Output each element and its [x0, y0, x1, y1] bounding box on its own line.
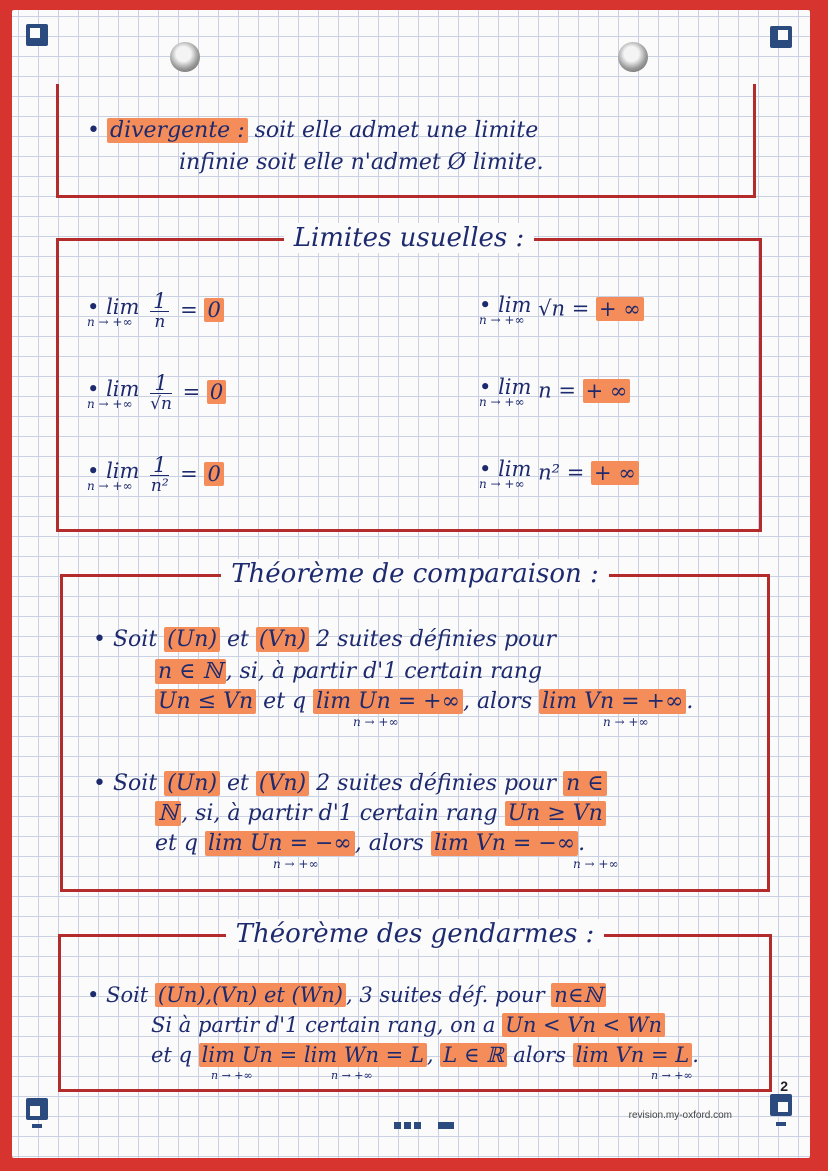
- usual-limits-title: Limites usuelles :: [59, 223, 759, 253]
- limit-left-3: • lim n → +∞ $\frac{1}{\text{n²}}$ = 0: [87, 455, 224, 496]
- comparison-p1-sub2: n → +∞: [603, 715, 649, 729]
- limit-left-1: • lim n → +∞ $\frac{1}{n}$ = 0: [87, 291, 224, 332]
- limit-right-1: • lim n → +∞ √n = + ∞: [479, 293, 644, 327]
- comparison-theorem-title: Théorème de comparaison :: [63, 559, 767, 589]
- comparison-p1-sub1: n → +∞: [353, 715, 399, 729]
- limit-left-2: • lim n → +∞ $\frac{1}{√n}$ = 0: [87, 373, 226, 414]
- bullet: •: [87, 118, 107, 143]
- squeeze-sub2: n → +∞: [331, 1069, 373, 1082]
- text: infinie soit elle n'admet Ø limite.: [179, 150, 544, 175]
- comparison-p2-line1: • Soit (Un) et (Vn) 2 suites définies pour n ∈: [93, 771, 607, 796]
- comparison-p2-line2: ℕ , si, à partir d'1 certain rang Un ≥ Vn: [155, 801, 606, 826]
- squeeze-line2: Si à partir d'1 certain rang, on a Un < Vn < Wn: [151, 1013, 665, 1037]
- comparison-theorem-box: [60, 559, 770, 892]
- divergence-line-1: [87, 118, 538, 143]
- highlight-divergente: divergente :: [107, 118, 248, 143]
- corner-tick-icon: [32, 1124, 42, 1128]
- limit-right-2: • lim n → +∞ n = + ∞: [479, 375, 630, 409]
- comparison-p1-line3: Un ≤ Vn et q lim Un = +∞ , alors lim Vn = +∞ .: [155, 689, 693, 714]
- corner-tick-icon: [776, 1122, 786, 1126]
- notebook-page: [12, 10, 810, 1158]
- text: soit elle admet une limite: [247, 118, 539, 143]
- squeeze-sub3: n → +∞: [651, 1069, 693, 1082]
- page-number: 2: [780, 1078, 788, 1094]
- squeeze-sub1: n → +∞: [211, 1069, 253, 1082]
- comparison-p2-sub1: n → +∞: [273, 857, 319, 871]
- corner-marker-icon: [26, 24, 48, 46]
- usual-limits-box: [56, 223, 762, 532]
- footer-url: revision.my-oxford.com: [628, 1110, 732, 1121]
- corner-marker-icon: [26, 1098, 48, 1120]
- corner-marker-icon: [770, 26, 792, 48]
- squeeze-theorem-title: Théorème des gendarmes :: [61, 919, 769, 949]
- squeeze-line1: • Soit (Un),(Vn) et (Wn) , 3 suites déf. pour n∈ℕ: [87, 983, 606, 1007]
- divergence-box: [56, 84, 756, 198]
- squeeze-line3: et q lim Un = lim Wn = L , L ∈ ℝ alors lim Vn = L .: [151, 1043, 699, 1067]
- binder-hole-right: [618, 42, 648, 72]
- comparison-p1-line1: • Soit (Un) et (Vn) 2 suites définies pour: [93, 627, 557, 652]
- comparison-p1-line2: n ∈ ℕ , si, à partir d'1 certain rang: [155, 659, 542, 684]
- binder-hole-left: [170, 42, 200, 72]
- divergence-line-2: [179, 150, 544, 175]
- comparison-p2-line3: et q lim Un = −∞ , alors lim Vn = −∞ .: [155, 831, 586, 856]
- corner-marker-icon: [770, 1094, 792, 1116]
- squeeze-theorem-box: [58, 919, 772, 1092]
- comparison-p2-sub2: n → +∞: [573, 857, 619, 871]
- page-indicator-icon: [394, 1114, 457, 1133]
- limit-right-3: • lim n → +∞ n² = + ∞: [479, 457, 639, 491]
